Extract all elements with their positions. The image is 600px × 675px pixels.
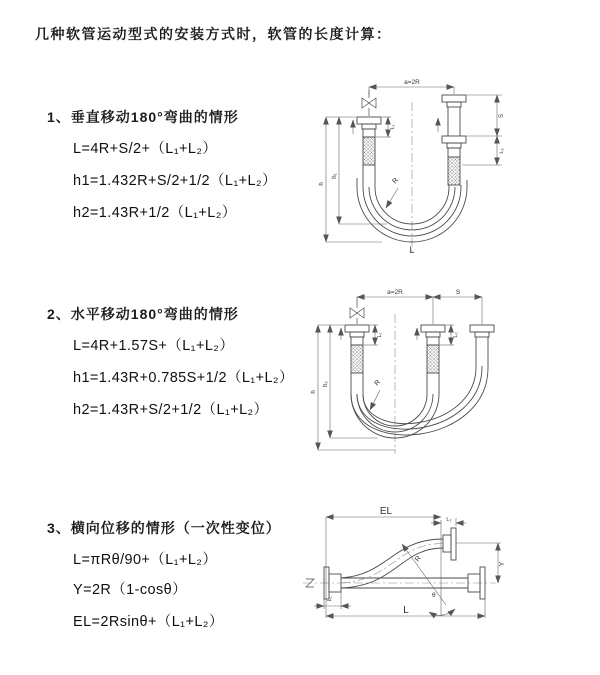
label-l2: L₂ xyxy=(446,517,452,523)
left-flange-pipe xyxy=(345,325,369,373)
valve-icon xyxy=(362,90,376,116)
label-s: S xyxy=(455,289,461,296)
label-theta: θ xyxy=(432,592,436,599)
label-l: L xyxy=(403,605,409,616)
section-2-heading: 2、水平移动180°弯曲的情形 xyxy=(47,306,239,322)
dim-h-inner xyxy=(332,117,387,224)
dim-s xyxy=(433,289,482,324)
section-2-formula-h1: h1=1.43R+0.785S+1/2（L₁+L₂） xyxy=(73,370,294,386)
section-1-formula-h1: h1=1.432R+S/2+1/2（L₁+L₂） xyxy=(73,173,277,189)
label-a2r: a=2R xyxy=(404,79,420,86)
middle-flange-pipe xyxy=(421,325,445,373)
right-flange-pipe xyxy=(442,95,466,185)
dim-l1 xyxy=(376,117,396,137)
right-flange-pipe xyxy=(470,325,494,366)
valve-icon xyxy=(350,297,364,324)
label-y: Y xyxy=(499,561,506,567)
section-1-formula-h2: h2=1.43R+1/2（L₁+L₂） xyxy=(73,205,237,221)
label-l2: L₂ xyxy=(453,332,459,338)
section-2-formula-L: L=4R+1.57S+（L₁+L₂） xyxy=(73,338,235,354)
braid-section xyxy=(427,345,439,373)
section-1-heading: 1、垂直移动180°弯曲的情形 xyxy=(47,109,239,125)
label-l1: L₁ xyxy=(327,596,333,602)
braid-section xyxy=(448,157,460,185)
dim-l2 xyxy=(440,325,459,345)
label-s: S xyxy=(499,113,505,119)
section-1-formula-L: L=4R+S/2+（L₁+L₂） xyxy=(73,141,218,157)
construction-lines xyxy=(402,520,455,616)
section-2-formula-h2: h2=1.43R+S/2+1/2（L₁+L₂） xyxy=(73,402,269,418)
label-l1: L₁ xyxy=(390,124,396,130)
braid-section xyxy=(351,345,363,373)
dim-l2 xyxy=(431,517,466,526)
label-l1: L₁ xyxy=(377,332,383,338)
diagram-vertical-180-bend xyxy=(312,72,552,257)
dim-l1 xyxy=(364,325,383,345)
dim-a2r xyxy=(369,79,454,95)
section-3-heading: 3、横向位移的情形（一次性变位） xyxy=(47,520,281,536)
label-r: R xyxy=(414,554,423,564)
diagram-horizontal-180-bend xyxy=(308,282,578,462)
label-h: h xyxy=(311,390,317,394)
dim-l xyxy=(326,585,485,618)
label-r: R xyxy=(373,378,382,388)
dim-a2r xyxy=(357,289,433,297)
page-title: 几种软管运动型式的安装方式时，软管的长度计算： xyxy=(35,26,392,42)
diagram-lateral-displacement xyxy=(298,498,600,650)
section-3-formula-L: L=πRθ/90+（L₁+L₂） xyxy=(73,552,218,568)
dim-h-outer xyxy=(319,117,382,242)
label-h: h xyxy=(319,182,325,186)
label-r: R xyxy=(391,176,400,186)
label-L: L xyxy=(409,245,415,255)
left-flange-pipe xyxy=(357,117,381,165)
radius-callout xyxy=(386,177,400,208)
section-3-formula-EL: EL=2Rsinθ+（L₁+L₂） xyxy=(73,614,224,630)
section-3-formula-Y: Y=2R（1-cosθ） xyxy=(73,582,187,598)
label-a2r: a=2R xyxy=(387,289,403,296)
dim-s xyxy=(462,95,505,165)
dim-h-inner xyxy=(323,325,378,438)
label-el: EL xyxy=(379,506,393,517)
label-l2: L₂ xyxy=(499,148,505,154)
angle-arc xyxy=(429,609,455,615)
dim-l1 xyxy=(314,590,351,609)
label-h1: h₁ xyxy=(332,173,338,179)
label-h2: h₂ xyxy=(323,381,329,387)
hose-displaced-position xyxy=(341,528,456,588)
dim-y xyxy=(456,543,506,583)
braid-section xyxy=(363,137,375,165)
hose-u-bend-pos2 xyxy=(351,366,488,435)
radius-callout xyxy=(370,379,382,410)
